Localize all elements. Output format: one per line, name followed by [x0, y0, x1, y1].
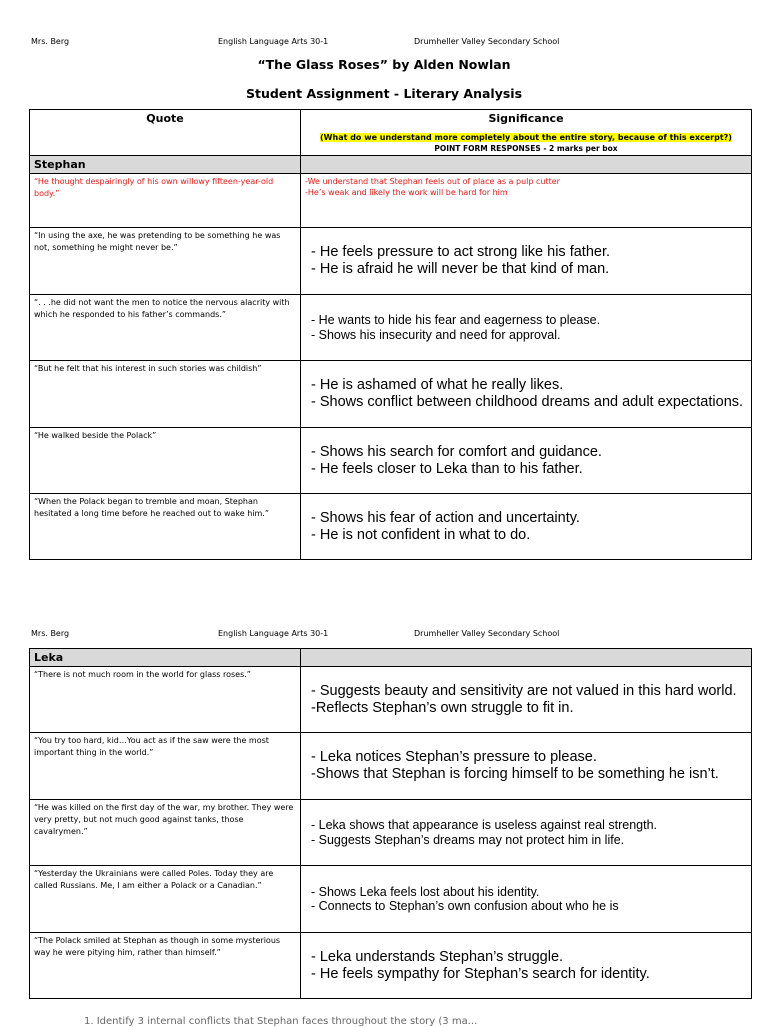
header-teacher: Mrs. Berg — [31, 37, 70, 46]
quote-cell: “There is not much room in the world for glass roses.” — [30, 667, 301, 733]
significance-cell — [301, 733, 752, 800]
header-course: English Language Arts 30-1 — [218, 629, 329, 638]
answer-line: - Shows conflict between childhood dreams and adult expectations. — [311, 394, 744, 410]
quote-cell: “. . .he did not want the men to notice the nervous alacrity with which he responded to his father’s commands.” — [30, 295, 301, 361]
answer-line: - Leka understands Stephan’s struggle. — [311, 948, 564, 965]
answer-line: - Shows Leka feels lost about his identity. — [311, 884, 540, 899]
answer-line: - Suggests beauty and sensitivity are not valued in this hard world. — [311, 682, 737, 699]
table-row — [30, 494, 752, 560]
answer-line: - Leka shows that appearance is useless against real strength. — [311, 818, 658, 832]
quote-cell: “He was killed on the first day of the war, my brother. They were very pretty, but not much good against tanks, those cavalrymen.” — [30, 800, 301, 866]
answer-line: - Connects to Stephan’s own confusion about who he is — [311, 899, 619, 913]
table-row — [30, 733, 752, 800]
table-row — [30, 174, 752, 228]
header-teacher: Mrs. Berg — [31, 629, 70, 638]
significance-cell — [301, 361, 752, 428]
answer-line: - He is afraid he will never be that kind of man. — [311, 261, 610, 277]
significance-cell — [301, 933, 752, 999]
quote-cell: “The Polack smiled at Stephan as though in some mysterious way he were pitying him, rather than himself.” — [30, 933, 301, 999]
leka-analysis-table — [29, 648, 752, 999]
quote-cell: “He walked beside the Polack” — [30, 428, 301, 494]
table-row — [30, 933, 752, 999]
significance-cell — [301, 800, 752, 866]
significance-cell — [301, 667, 752, 733]
quote-cell: “When the Polack began to tremble and moan, Stephan hesitated a long time before he reached out to wake him.” — [30, 494, 301, 560]
section-blank-cell — [301, 649, 752, 667]
table-header-row — [30, 110, 752, 156]
table-row — [30, 361, 752, 428]
answer-line: -He’s weak and likely the work will be hard for him — [305, 188, 508, 197]
table-row — [30, 866, 752, 933]
cut-off-question-text: 1. Identify 3 internal conflicts that Stephan faces throughout the story (3 ma... — [84, 1016, 478, 1027]
answer-line: - He is ashamed of what he really likes. — [311, 377, 564, 393]
quote-cell: “In using the axe, he was pretending to be something he was not, something he might never be.” — [30, 228, 301, 295]
table-row — [30, 295, 752, 361]
table-row — [30, 228, 752, 295]
significance-cell — [301, 866, 752, 933]
answer-line: - Suggests Stephan’s dreams may not protect him in life. — [311, 832, 625, 847]
significance-column-header — [301, 110, 752, 156]
header-school: Drumheller Valley Secondary School — [414, 37, 560, 46]
stephan-analysis-table — [29, 109, 752, 560]
page-subtitle: Student Assignment - Literary Analysis — [245, 86, 523, 101]
section-label-stephan: Stephan — [30, 156, 301, 174]
answer-line: - He feels sympathy for Stephan’s search for identity. — [311, 965, 650, 982]
significance-prompt: (What do we understand more completely about the entire story, because of this excerpt?) — [320, 133, 732, 142]
answer-line: - Shows his insecurity and need for approval. — [311, 327, 561, 342]
significance-cell — [301, 428, 752, 494]
header-school: Drumheller Valley Secondary School — [414, 629, 560, 638]
table-row — [30, 667, 752, 733]
significance-cell — [301, 295, 752, 361]
significance-cell — [301, 494, 752, 560]
answer-line: - Shows his search for comfort and guidance. — [311, 443, 602, 460]
section-row-leka — [30, 649, 752, 667]
quote-cell: “You try too hard, kid…You act as if the saw were the most important thing in the world.” — [30, 733, 301, 800]
section-blank-cell — [301, 156, 752, 174]
section-row-stephan — [30, 156, 752, 174]
answer-line: - He is not confident in what to do. — [311, 526, 531, 543]
answer-line: -We understand that Stephan feels out of place as a pulp cutter — [305, 177, 560, 186]
page-title: “The Glass Roses” by Alden Nowlan — [257, 57, 511, 72]
significance-title: Significance — [488, 112, 564, 125]
answer-line: -Reflects Stephan’s own struggle to fit in. — [311, 699, 574, 716]
significance-cell — [301, 174, 752, 228]
quote-cell: “He thought despairingly of his own willowy fifteen-year-old body.” — [30, 174, 301, 228]
table-row — [30, 428, 752, 494]
answer-line: - He feels closer to Leka than to his father. — [311, 460, 583, 477]
point-form-note: POINT FORM RESPONSES - 2 marks per box — [434, 144, 618, 153]
answer-line: - He feels pressure to act strong like his father. — [311, 244, 610, 260]
section-label-leka: Leka — [30, 649, 301, 667]
answer-line: - He wants to hide his fear and eagerness to please. — [311, 313, 601, 327]
answer-line: - Leka notices Stephan’s pressure to please. — [311, 749, 597, 765]
header-course: English Language Arts 30-1 — [218, 37, 329, 46]
answer-line: -Shows that Stephan is forcing himself to be something he isn’t. — [311, 766, 719, 782]
quote-cell: “But he felt that his interest in such stories was childish” — [30, 361, 301, 428]
answer-line: - Shows his fear of action and uncertainty. — [311, 509, 580, 526]
quote-cell: “Yesterday the Ukrainians were called Poles. Today they are called Russians. Me, I am either a Polack or a Canadian.” — [30, 866, 301, 933]
table-row — [30, 800, 752, 866]
quote-column-header: Quote — [30, 110, 301, 156]
significance-cell — [301, 228, 752, 295]
